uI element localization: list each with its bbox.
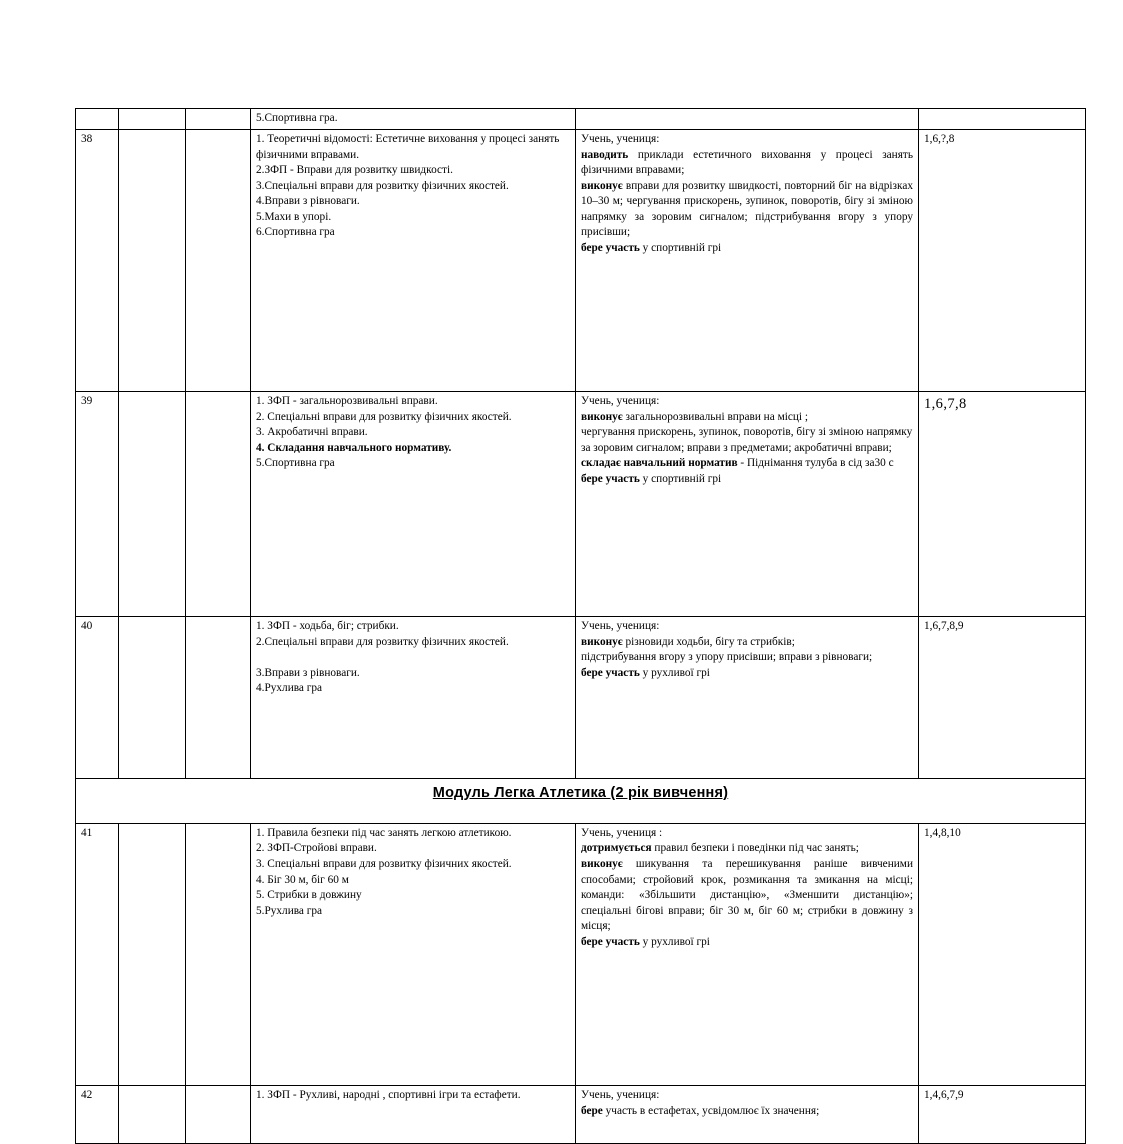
- cell-content: [251, 823, 576, 1085]
- outcome-text: підстрибування вгору з упору присівши; вправи з рівноваги;: [581, 651, 873, 664]
- outcome-lead: бере участь: [581, 472, 640, 485]
- content-spacer: [256, 697, 570, 776]
- cell-competencies: 1,6,7,8: [919, 392, 1086, 617]
- outcome-text: приклади естетичного виховання у процесі занять фізичними вправами;: [581, 148, 913, 177]
- outcome-lead: виконує: [581, 635, 623, 648]
- content-line: 5.Спортивна гра: [256, 457, 335, 470]
- content-line: 1. ЗФП - ходьба, біг; стрибки.: [256, 619, 399, 632]
- outcome-intro: Учень, учениця:: [581, 619, 660, 632]
- content-line: 2. Спеціальні вправи для розвитку фізичних якостей.: [256, 410, 512, 423]
- content-line: 3. Спеціальні вправи для розвитку фізичних якостей.: [256, 857, 512, 870]
- outcome-lead: бере участь: [581, 666, 640, 679]
- cell-competencies: 1,6,7,8,9: [919, 616, 1086, 778]
- outcome-text: різновиди ходьби, бігу та стрибків;: [622, 635, 795, 648]
- outcome-text: у спортивній грі: [639, 472, 722, 485]
- cell-outcome: [576, 616, 919, 778]
- lesson-schedule-table: [75, 108, 1086, 1144]
- cell-competencies: 1,4,8,10: [919, 823, 1086, 1085]
- cell-col2: [119, 1086, 186, 1144]
- cell-competencies: 1,4,6,7,9: [919, 1086, 1086, 1144]
- schedule-table-wrapper: [75, 108, 1085, 1144]
- content-line: 3.Вправи з рівноваги.: [256, 666, 360, 679]
- cell-module-header: [76, 778, 1086, 823]
- outcome-lead: бере участь: [581, 935, 640, 948]
- content-line: 4. Біг 30 м, біг 60 м: [256, 873, 349, 886]
- outcome-text: у спортивній грі: [639, 242, 722, 255]
- outcome-intro: Учень, учениця:: [581, 1089, 660, 1102]
- cell-competencies: 1,6,?,8: [919, 130, 1086, 392]
- cell-col3: [186, 130, 251, 392]
- outcome-text: вправи для розвитку швидкості, повторний біг на відрізках 10–30 м; чергування прискорень, зупинок, поворотів, бігу зі зміною напрямку за зоровим сигналом; підстрибування вгору з упору присівши;: [581, 179, 913, 239]
- outcome-item: [581, 635, 913, 651]
- cell-content: [251, 130, 576, 392]
- content-line: 1. Теоретичні відомості: Естетичне виховання у процесі занять фізичними вправами.: [256, 133, 560, 161]
- outcome-text: у рухливої грі: [639, 666, 710, 679]
- cell-col3: [186, 616, 251, 778]
- cell-col2: [119, 823, 186, 1085]
- cell-col3: [186, 823, 251, 1085]
- content-line: 1. ЗФП - Рухливі, народні , спортивні ігри та естафети.: [256, 1089, 521, 1102]
- content-line: 4.Рухлива гра: [256, 682, 323, 695]
- outcome-lead: виконує: [581, 410, 623, 423]
- content-spacer: [256, 1104, 570, 1141]
- cell-col2: [119, 130, 186, 392]
- cell-col2: [119, 616, 186, 778]
- outcome-text: чергування прискорень, зупинок, поворотів, бігу зі зміною напрямку за зоровим сигналом; вправи з предметами; акробатичні вправи;: [581, 426, 913, 454]
- content-line: 2. ЗФП-Стройові вправи.: [256, 842, 377, 855]
- cell-col3: [186, 1086, 251, 1144]
- outcome-intro: Учень, учениця:: [581, 133, 660, 145]
- outcome-item: [581, 650, 913, 666]
- content-line-bold: 4. Складання навчального нормативу.: [256, 441, 452, 454]
- outcome-intro: Учень, учениця :: [581, 826, 663, 839]
- cell-outcome: [576, 1086, 919, 1144]
- cell-col2: [119, 109, 186, 130]
- outcome-item: [581, 410, 913, 426]
- cell-competencies: [919, 109, 1086, 130]
- cell-outcome: [576, 109, 919, 130]
- outcome-item: [581, 857, 913, 935]
- outcome-item: [581, 148, 913, 179]
- outcome-lead: виконує: [581, 857, 623, 870]
- content-line: 5. Стрибки в довжину: [256, 889, 362, 902]
- outcome-item: [581, 425, 913, 456]
- cell-content: [251, 392, 576, 617]
- outcome-lead: складає навчальний норматив: [581, 457, 738, 470]
- outcome-text: шикування та перешикування раніше вивченими способами; стройовий крок, розмикання та змикання на місці; команди: «Збільшити дистанцію», «Зменшити дистанцію»; спеціальні бігові вправи; біг 30 м, біг 60 м; стрибки в довжину з місця;: [581, 857, 913, 933]
- cell-col2: [119, 392, 186, 617]
- table-row: [76, 823, 1086, 1085]
- cell-number: 38: [76, 130, 119, 392]
- cell-outcome: [576, 392, 919, 617]
- content-line: 3. Акробатичні вправи.: [256, 426, 368, 439]
- outcome-text: у рухливої грі: [639, 935, 710, 948]
- table-row: [76, 130, 1086, 392]
- outcome-item: [581, 456, 913, 472]
- content-line: 4.Вправи з рівноваги.: [256, 195, 360, 208]
- content-line: 5.Спортивна гра.: [256, 112, 338, 124]
- content-line: 3.Спеціальні вправи для розвитку фізичних якостей.: [256, 179, 509, 192]
- content-line-blank: [256, 650, 570, 666]
- content-line: 6.Спортивна гра: [256, 226, 335, 239]
- cell-outcome: [576, 823, 919, 1085]
- table-row-module-header: [76, 778, 1086, 823]
- cell-number: 42: [76, 1086, 119, 1144]
- cell-number: 39: [76, 392, 119, 617]
- cell-content: [251, 616, 576, 778]
- cell-content: [251, 109, 576, 130]
- outcome-item: [581, 841, 913, 857]
- outcome-lead: бере участь: [581, 242, 640, 255]
- table-row: [76, 616, 1086, 778]
- outcome-item: [581, 666, 913, 682]
- content-spacer: [256, 241, 570, 389]
- outcome-item: [581, 179, 913, 241]
- outcome-text: загальнорозвивальні вправи на місці ;: [622, 410, 809, 423]
- outcome-lead: бере: [581, 1104, 603, 1117]
- content-spacer: [256, 919, 570, 1083]
- cell-number: [76, 109, 119, 130]
- cell-content: [251, 1086, 576, 1144]
- outcome-item: [581, 472, 913, 488]
- outcome-item: [581, 241, 913, 257]
- cell-col3: [186, 392, 251, 617]
- outcome-text: - Піднімання тулуба в сід за30 с: [737, 457, 894, 470]
- cell-col3: [186, 109, 251, 130]
- cell-number: 41: [76, 823, 119, 1085]
- cell-number: 40: [76, 616, 119, 778]
- table-row: [76, 1086, 1086, 1144]
- outcome-lead: дотримується: [581, 842, 652, 855]
- content-line: 2.Спеціальні вправи для розвитку фізичних якостей.: [256, 635, 509, 648]
- outcome-item: [581, 935, 913, 951]
- table-row-partial: [76, 109, 1086, 130]
- cell-outcome: [576, 130, 919, 392]
- outcome-intro: Учень, учениця:: [581, 395, 660, 408]
- content-spacer: [256, 472, 570, 614]
- outcome-lead: виконує: [581, 179, 623, 192]
- outcome-lead: наводить: [581, 148, 629, 161]
- content-line: 5.Махи в упорі.: [256, 210, 332, 223]
- outcome-text: участь в естафетах, усвідомлює їх значення;: [602, 1104, 820, 1117]
- outcome-item: [581, 1104, 913, 1120]
- table-body: [76, 109, 1086, 1144]
- outcome-text: правил безпеки і поведінки під час занять;: [651, 842, 859, 855]
- content-line: 1. ЗФП - загальнорозвивальні вправи.: [256, 395, 438, 408]
- module-title: Модуль Легка Атлетика (2 рік вивчення): [432, 784, 729, 801]
- content-line: 5.Рухлива гра: [256, 904, 323, 917]
- content-line: 1. Правила безпеки під час занять легкою атлетикою.: [256, 826, 512, 839]
- content-line: 2.ЗФП - Вправи для розвитку швидкості.: [256, 164, 453, 177]
- table-row: [76, 392, 1086, 617]
